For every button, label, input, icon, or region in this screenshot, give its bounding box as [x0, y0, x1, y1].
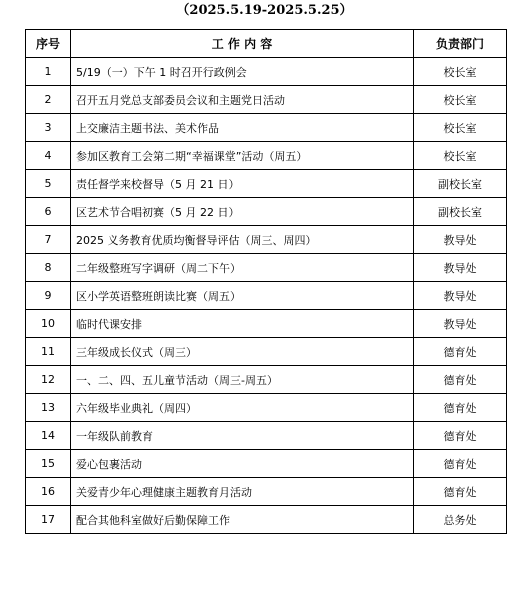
- table-header-row: [26, 30, 507, 58]
- header-serial-number: 序号: [26, 30, 71, 58]
- row-responsible-dept: 副校长室: [414, 198, 507, 226]
- table-row: [26, 506, 507, 534]
- row-serial-number: 14: [26, 422, 71, 450]
- table-row: [26, 86, 507, 114]
- header-responsible-dept: 负责部门: [414, 30, 507, 58]
- row-work-content: 一年级队前教育: [71, 422, 414, 450]
- row-responsible-dept: 校长室: [414, 114, 507, 142]
- table-row: [26, 366, 507, 394]
- row-serial-number: 3: [26, 114, 71, 142]
- table-row: [26, 170, 507, 198]
- row-work-content: 爱心包裹活动: [71, 450, 414, 478]
- row-responsible-dept: 教导处: [414, 310, 507, 338]
- table-row: [26, 226, 507, 254]
- row-serial-number: 10: [26, 310, 71, 338]
- table-row: [26, 310, 507, 338]
- row-serial-number: 11: [26, 338, 71, 366]
- row-work-content: 二年级整班写字调研（周二下午）: [71, 254, 414, 282]
- row-serial-number: 2: [26, 86, 71, 114]
- row-responsible-dept: 副校长室: [414, 170, 507, 198]
- table-row: [26, 450, 507, 478]
- row-responsible-dept: 教导处: [414, 282, 507, 310]
- row-serial-number: 13: [26, 394, 71, 422]
- row-responsible-dept: 校长室: [414, 58, 507, 86]
- table-row: [26, 338, 507, 366]
- row-responsible-dept: 德育处: [414, 450, 507, 478]
- row-work-content: 区小学英语整班朗读比赛（周五）: [71, 282, 414, 310]
- row-work-content: 关爱青少年心理健康主题教育月活动: [71, 478, 414, 506]
- row-responsible-dept: 德育处: [414, 394, 507, 422]
- table-row: [26, 114, 507, 142]
- row-responsible-dept: 教导处: [414, 226, 507, 254]
- row-serial-number: 4: [26, 142, 71, 170]
- row-serial-number: 9: [26, 282, 71, 310]
- table-row: [26, 394, 507, 422]
- row-work-content: 责任督学来校督导（5 月 21 日）: [71, 170, 414, 198]
- row-responsible-dept: 德育处: [414, 338, 507, 366]
- row-serial-number: 17: [26, 506, 71, 534]
- document-title: （2025.5.19-2025.5.25）: [176, 3, 353, 18]
- row-work-content: 六年级毕业典礼（周四）: [71, 394, 414, 422]
- row-responsible-dept: 德育处: [414, 366, 507, 394]
- table-row: [26, 58, 507, 86]
- table-row: [26, 282, 507, 310]
- row-responsible-dept: 教导处: [414, 254, 507, 282]
- row-responsible-dept: 校长室: [414, 86, 507, 114]
- row-responsible-dept: 德育处: [414, 422, 507, 450]
- row-responsible-dept: 校长室: [414, 142, 507, 170]
- row-work-content: 临时代课安排: [71, 310, 414, 338]
- schedule-table: [25, 29, 507, 534]
- row-responsible-dept: 总务处: [414, 506, 507, 534]
- row-serial-number: 5: [26, 170, 71, 198]
- row-serial-number: 15: [26, 450, 71, 478]
- row-work-content: 一、二、四、五儿童节活动（周三-周五）: [71, 366, 414, 394]
- row-work-content: 召开五月党总支部委员会议和主题党日活动: [71, 86, 414, 114]
- row-work-content: 配合其他科室做好后勤保障工作: [71, 506, 414, 534]
- row-serial-number: 8: [26, 254, 71, 282]
- row-work-content: 上交廉洁主题书法、美术作品: [71, 114, 414, 142]
- table-row: [26, 254, 507, 282]
- row-serial-number: 16: [26, 478, 71, 506]
- table-row: [26, 478, 507, 506]
- row-work-content: 5/19（一）下午 1 时召开行政例会: [71, 58, 414, 86]
- row-serial-number: 1: [26, 58, 71, 86]
- row-serial-number: 6: [26, 198, 71, 226]
- table-body: [26, 58, 507, 534]
- table-row: [26, 422, 507, 450]
- table-row: [26, 142, 507, 170]
- row-work-content: 参加区教育工会第二期“幸福课堂”活动（周五）: [71, 142, 414, 170]
- row-responsible-dept: 德育处: [414, 478, 507, 506]
- row-work-content: 区艺术节合唱初赛（5 月 22 日）: [71, 198, 414, 226]
- header-work-content: 工 作 内 容: [71, 30, 414, 58]
- table-row: [26, 198, 507, 226]
- row-serial-number: 7: [26, 226, 71, 254]
- row-serial-number: 12: [26, 366, 71, 394]
- row-work-content: 2025 义务教育优质均衡督导评估（周三、周四）: [71, 226, 414, 254]
- row-work-content: 三年级成长仪式（周三）: [71, 338, 414, 366]
